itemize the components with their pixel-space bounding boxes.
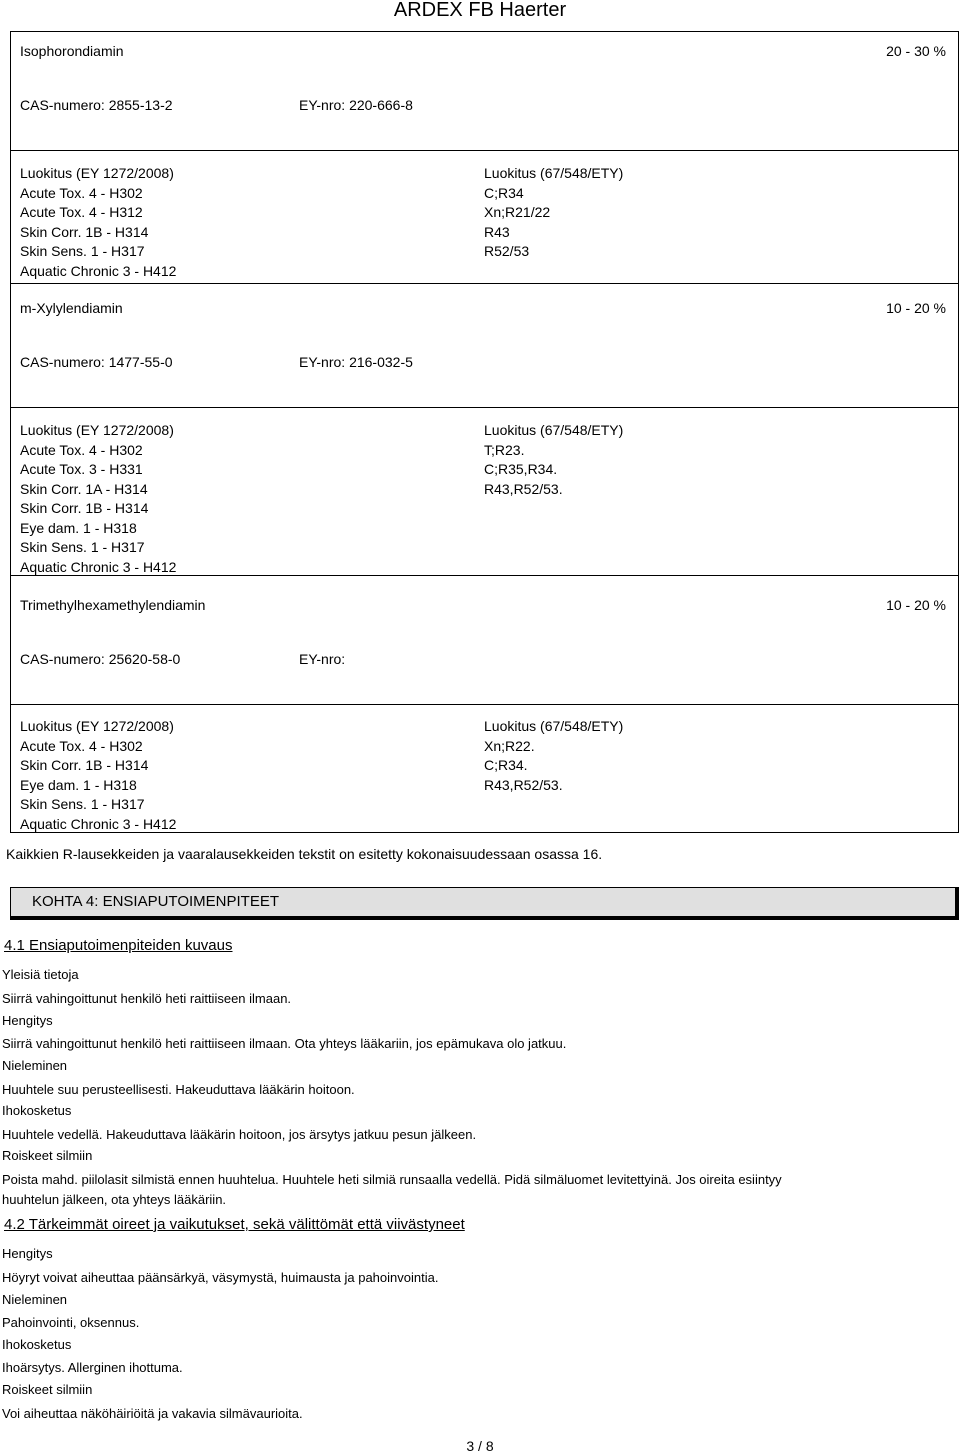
classification-line: Skin Corr. 1A - H314 — [20, 480, 148, 497]
text-skin-contact: Ihoärsytys. Allerginen ihottuma. — [2, 1360, 183, 1375]
substance-block-m-xylylendiamin — [10, 283, 959, 576]
cas-number: CAS-numero: 1477-55-0 — [20, 354, 173, 370]
divider — [11, 407, 958, 408]
classification-line: Acute Tox. 4 - H302 — [20, 184, 143, 201]
label-ingestion: Nieleminen — [2, 1292, 68, 1307]
dsd-classification — [484, 717, 623, 795]
classification-line: Acute Tox. 4 - H312 — [20, 204, 143, 220]
text-ingestion: Pahoinvointi, oksennus. — [2, 1315, 140, 1330]
divider — [11, 150, 958, 151]
classification-line: Eye dam. 1 - H318 — [20, 519, 137, 536]
classification-line: Skin Sens. 1 - H317 — [20, 539, 145, 555]
label-eye-contact: Roiskeet silmiin — [2, 1148, 93, 1163]
substance-percent: 10 - 20 % — [886, 300, 946, 316]
subsection-4-2-heading: 4.2 Tärkeimmät oireet ja vaikutukset, sekä välittömät että viivästyneet — [4, 1216, 465, 1233]
ec-number: EY-nro: — [299, 651, 346, 667]
text-ingestion: Huuhtele suu perusteellisesti. Hakeuduttava lääkärin hoitoon. — [2, 1082, 355, 1097]
classification-line: Acute Tox. 4 - H302 — [20, 441, 143, 458]
section-4-title: KOHTA 4: ENSIAPUTOIMENPITEET — [32, 893, 279, 910]
classification-line: Luokitus (67/548/ETY) — [484, 165, 624, 181]
ec-number: EY-nro: 216-032-5 — [299, 354, 413, 370]
classification-line: Aquatic Chronic 3 - H412 — [20, 815, 177, 832]
text-eye-contact: Poista mahd. piilolasit silmistä ennen huuhtelua. Huuhtele heti silmiä runsaalla vedellä. Pidä silmäluomet levitettyinä. Jos oireita esiintyy — [2, 1172, 782, 1187]
document-title: ARDEX FB Haerter — [393, 0, 567, 21]
label-eye-contact: Roiskeet silmiin — [2, 1382, 93, 1397]
classification-line: Luokitus (EY 1272/2008) — [20, 718, 174, 734]
text-inhalation: Siirrä vahingoittunut henkilö heti raittiiseen ilmaan. Ota yhteys lääkariin, jos epämukava olo jatkuu. — [2, 1036, 567, 1051]
label-inhalation: Hengitys — [2, 1246, 53, 1261]
classification-line: Skin Corr. 1B - H314 — [20, 223, 149, 240]
classification-line: Luokitus (67/548/ETY) — [484, 718, 624, 734]
ec-number: EY-nro: 220-666-8 — [299, 97, 413, 113]
classification-line: C;R35,R34. — [484, 461, 558, 477]
classification-line: Luokitus (67/548/ETY) — [484, 422, 624, 438]
clp-classification — [20, 164, 176, 281]
classification-line: Xn;R21/22 — [484, 204, 551, 220]
classification-line: C;R34 — [484, 184, 524, 201]
page-number: 3 / 8 — [466, 1438, 494, 1454]
subsection-4-1-heading: 4.1 Ensiaputoimenpiteiden kuvaus — [4, 937, 233, 954]
substance-name: Trimethylhexamethylendiamin — [20, 597, 206, 613]
classification-line: Luokitus (EY 1272/2008) — [20, 165, 174, 181]
substance-name: Isophorondiamin — [20, 43, 124, 59]
section-4-heading — [10, 887, 959, 920]
label-inhalation: Hengitys — [2, 1013, 53, 1028]
label-skin-contact: Ihokosketus — [2, 1337, 72, 1352]
r-phrases-notice: Kaikkien R-lausekkeiden ja vaaralausekkeiden tekstit on esitetty kokonaisuudessaan osassa 16. — [6, 846, 603, 862]
substance-percent: 10 - 20 % — [886, 597, 946, 613]
text-inhalation: Höyryt voivat aiheuttaa päänsärkyä, väsymystä, huimausta ja pahoinvointia. — [2, 1270, 439, 1285]
label-general: Yleisiä tietoja — [2, 967, 79, 982]
classification-line: Skin Corr. 1B - H314 — [20, 757, 149, 773]
classification-line: Xn;R22. — [484, 737, 535, 754]
text-eye-contact: Voi aiheuttaa näköhäiriöitä ja vakavia silmävaurioita. — [2, 1406, 303, 1421]
classification-line: Skin Sens. 1 - H317 — [20, 796, 145, 812]
classification-line: Skin Corr. 1B - H314 — [20, 500, 149, 516]
clp-classification — [20, 421, 176, 577]
divider — [11, 704, 958, 705]
label-skin-contact: Ihokosketus — [2, 1103, 72, 1118]
classification-line: Aquatic Chronic 3 - H412 — [20, 262, 177, 279]
classification-line: Luokitus (EY 1272/2008) — [20, 422, 174, 438]
classification-line: Aquatic Chronic 3 - H412 — [20, 558, 177, 575]
classification-line: Acute Tox. 3 - H331 — [20, 461, 143, 477]
classification-line: R43,R52/53. — [484, 776, 563, 793]
classification-line: Acute Tox. 4 - H302 — [20, 737, 143, 754]
text-skin-contact: Huuhtele vedellä. Hakeuduttava lääkärin hoitoon, jos ärsytys jatkuu pesun jälkeen. — [2, 1127, 477, 1142]
cas-number: CAS-numero: 2855-13-2 — [20, 97, 173, 113]
classification-line: R43 — [484, 223, 510, 240]
dsd-classification — [484, 164, 623, 262]
text-eye-contact-cont: huuhtelun jälkeen, ota yhteys lääkäriin. — [2, 1192, 227, 1207]
clp-classification — [20, 717, 176, 834]
classification-line: Eye dam. 1 - H318 — [20, 776, 137, 793]
substance-percent: 20 - 30 % — [886, 43, 946, 59]
classification-line: R43,R52/53. — [484, 480, 563, 497]
classification-line: T;R23. — [484, 441, 525, 458]
label-ingestion: Nieleminen — [2, 1058, 68, 1073]
classification-line: C;R34. — [484, 757, 528, 773]
substance-block-trimethylhexamethylendiamin — [10, 575, 959, 833]
substance-block-isophorondiamin — [10, 31, 959, 284]
classification-line: Skin Sens. 1 - H317 — [20, 243, 145, 259]
substance-name: m-Xylylendiamin — [20, 300, 123, 316]
text-general: Siirrä vahingoittunut henkilö heti raittiiseen ilmaan. — [2, 991, 292, 1006]
cas-number: CAS-numero: 25620-58-0 — [20, 651, 181, 667]
dsd-classification — [484, 421, 623, 499]
classification-line: R52/53 — [484, 243, 530, 259]
